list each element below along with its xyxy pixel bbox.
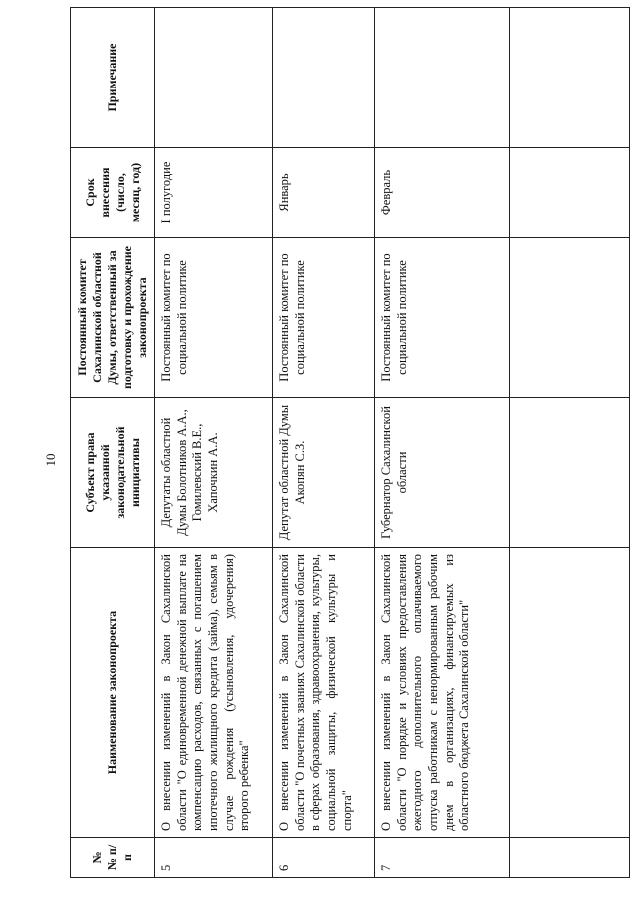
row-subject: Губернатор Сахалинской области (375, 398, 510, 548)
table-row (273, 8, 375, 878)
legislation-table-container (70, 8, 630, 878)
header-note: Примечание (71, 8, 155, 148)
legislation-table (70, 7, 630, 878)
row-committee: Постоянный комитет по социальной политике (273, 238, 375, 398)
row-name: О внесении изменений в Закон Сахалинской области "О порядке и условиях предоставления ежегодного дополнительного оплачиваемого отпуска работникам с ненормированным рабочим днем в организациях, финансируемых из областного бюджета Сахалинской области" (375, 548, 510, 838)
row-num: 6 (273, 838, 375, 878)
table-header-row (71, 8, 155, 878)
row-committee: Постоянный комитет по социальной политике (155, 238, 273, 398)
table-row (375, 8, 510, 878)
header-num: № № п/п (71, 838, 155, 878)
row-term: Февраль (375, 148, 510, 238)
row-term: I полугодие (155, 148, 273, 238)
page-number: 10 (43, 453, 58, 467)
row-subject: Депутаты областной Думы Болотников А.А., Гомилевский В.Е., Хапочкин А.А. (155, 398, 273, 548)
table-row (155, 8, 273, 878)
header-name: Наименование законопроекта (71, 548, 155, 838)
row-note (155, 8, 273, 148)
row-num: 5 (155, 838, 273, 878)
row-name: О внесении изменений в Закон Сахалинской области "О единовременной денежной выплате на компенсацию расходов, связанных с погашением ипотечного жилищного кредита (займа), семьям в случае рождения (усыновления, удочерения) второго ребенка" (155, 548, 273, 838)
row-subject: Депутат областной Думы Акопян С.З. (273, 398, 375, 548)
row-committee: Постоянный комитет по социальной политике (375, 238, 510, 398)
header-subject: Субъект права указанной законодательной инициативы (71, 398, 155, 548)
row-note (273, 8, 375, 148)
row-num: 7 (375, 838, 510, 878)
row-term: Январь (273, 148, 375, 238)
header-term: Срок внесения (число, месяц, год) (71, 148, 155, 238)
row-note (375, 8, 510, 148)
row-name: О внесении изменений в Закон Сахалинской области "О почетных званиях Сахалинской области в сферах образования, здравоохранения, культуры, социальной защиты, физической культуры и спорта" (273, 548, 375, 838)
table-row-filler (510, 8, 630, 878)
header-committee: Постоянный комитет Сахалинской областной Думы, ответственный за подготовку и прохождение законопроекта (71, 238, 155, 398)
